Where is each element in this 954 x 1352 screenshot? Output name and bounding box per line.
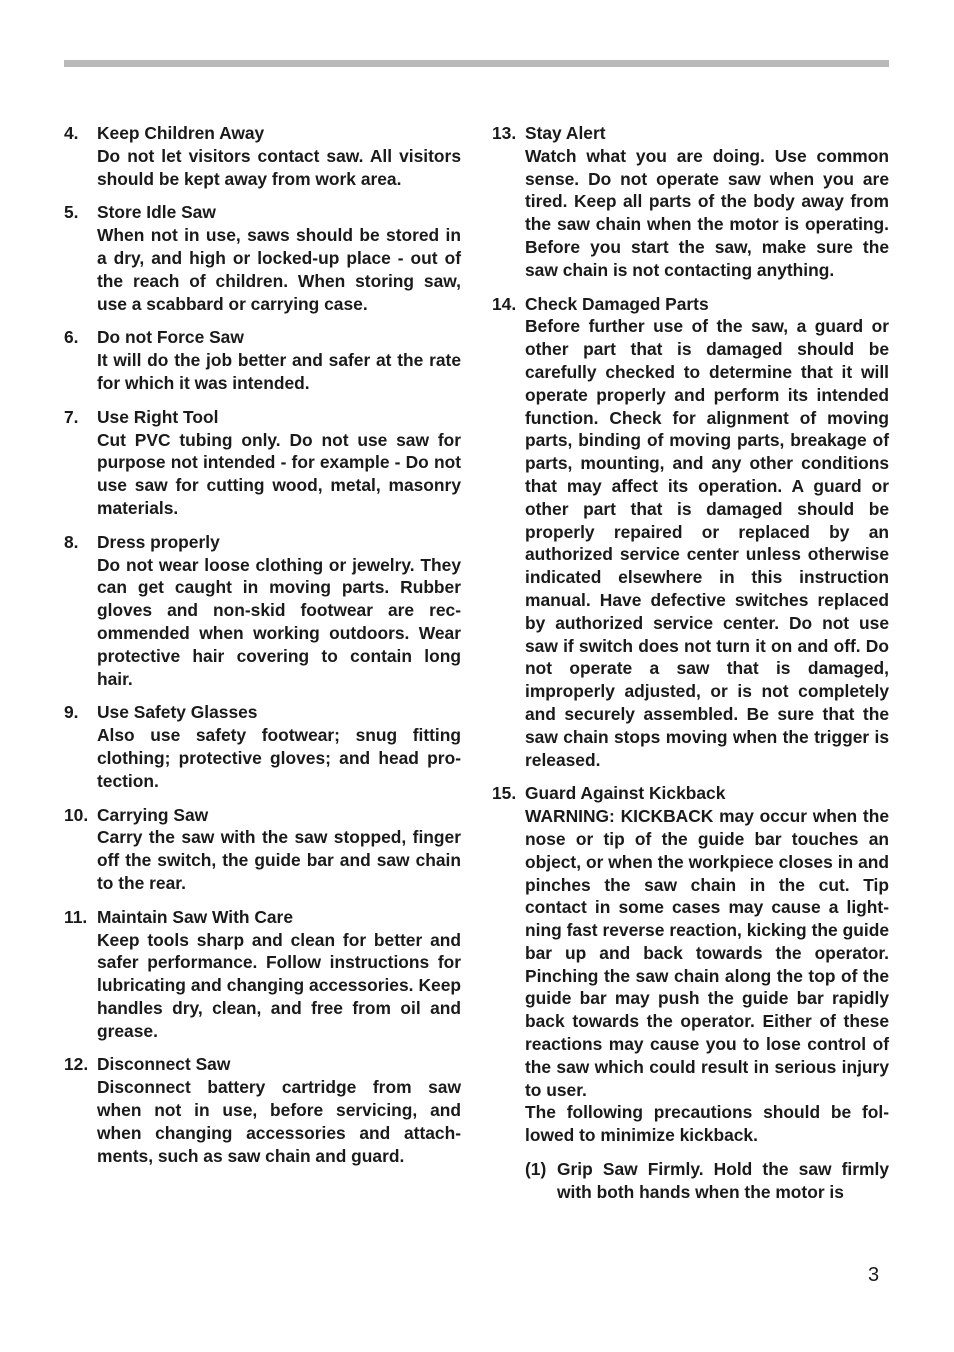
item-title: Check Damaged Parts xyxy=(525,293,709,314)
item-title: Use Safety Glasses xyxy=(97,702,258,723)
sub-item-number: (1) xyxy=(525,1159,547,1180)
precaution-item-1 xyxy=(525,1158,889,1204)
rule-item-12 xyxy=(64,1053,461,1167)
rule-item-5 xyxy=(64,201,461,315)
item-number: 13. xyxy=(492,123,517,143)
item-title: Carrying Saw xyxy=(97,804,209,825)
rule-item-4 xyxy=(64,122,461,190)
item-title: Maintain Saw With Care xyxy=(97,906,294,927)
rule-item-11 xyxy=(64,906,461,1043)
item-number: 10. xyxy=(64,804,89,825)
item-body: Cut PVC tubing only. Do not use saw for purpose not intended - for example - Do not use saw for cutting wood, metal, masonry materials. xyxy=(97,429,461,518)
item-body: Disconnect battery cartridge from saw when not in use, before servicing, and when changing accessories and attachments, such as saw chain and guard. xyxy=(97,1077,461,1166)
item-number: 4. xyxy=(64,123,79,143)
kickback-precautions-intro: The following precautions should be followed to minimize kickback. xyxy=(525,1102,889,1146)
rule-item-10 xyxy=(64,804,461,895)
item-body: It will do the job better and safer at the rate for which it was intended. xyxy=(97,350,461,393)
top-rule xyxy=(64,60,889,67)
item-body: Do not let visitors contact saw. All visitors should be kept away from work area. xyxy=(97,145,461,189)
item-title: Guard Against Kickback xyxy=(525,783,726,804)
rule-item-7 xyxy=(64,406,461,520)
item-number: 15. xyxy=(492,783,517,804)
item-body: Do not wear loose clothing or jewelry. They can get caught in moving parts. Rubber gloves and non-skid footwear are recommended when working outdoors. Wear protective hair covering to contain long hair. xyxy=(97,554,461,689)
item-title: Stay Alert xyxy=(525,123,606,143)
item-number: 12. xyxy=(64,1054,89,1075)
item-body: Before further use of the saw, a guard or other part that is damaged should be carefully checked to determine that it will operate properly and perform its intended function. Check for alignment of moving parts, binding of moving parts, breakage of parts, mounting, and any other conditions that may affect its operation. A guard or other part that is damaged should be properly repaired or replaced by an authorized service center unless otherwise indicated elsewhere in this instruction manual. Have defective switches replaced by authorized service center. Do not use saw if switch does not turn it on and off. Do not operate a saw that is damaged, improperly adjusted, or is not completely and securely assembled. Be sure that the saw chain stops moving when the trigger is released. xyxy=(525,316,889,770)
kickback-warning: WARNING: KICKBACK may occur when the nose or tip of the guide bar touches an object, or when the workpiece closes in and pinches the saw chain in the cut. Tip contact in some cases may cause a lightning fast reverse reaction, kicking the guide bar up and back towards the operator. Pinching the saw chain along the top of the guide bar may push the guide bar rapidly back towards the operator. Either of these reactions may cause you to lose control of the saw which could result in serious injury to user. xyxy=(525,806,889,1100)
item-number: 9. xyxy=(64,702,79,723)
item-title: Disconnect Saw xyxy=(97,1054,231,1075)
item-body: Carry the saw with the saw stopped, finger off the switch, the guide bar and saw chain to the rear. xyxy=(97,827,461,893)
item-title: Keep Children Away xyxy=(97,123,265,143)
item-title: Use Right Tool xyxy=(97,406,219,427)
rule-item-8 xyxy=(64,531,461,691)
item-title: Store Idle Saw xyxy=(97,202,216,223)
item-body: When not in use, saws should be stored in a dry, and high or locked-up place - out of the reach of children. When storing saw, use a scabbard or carrying case. xyxy=(97,225,461,314)
page-number: 3 xyxy=(868,1264,880,1286)
item-body: Watch what you are doing. Use common sense. Do not operate saw when you are tired. Keep all parts of the body away from the saw chain when the motor is operating. Before you start the saw, make sure the saw chain is not contacting anything. xyxy=(525,145,889,280)
item-number: 6. xyxy=(64,327,79,348)
item-body: Keep tools sharp and clean for better and safer performance. Follow instructions for lubricating and changing accessories. Keep handles dry, clean, and free from oil and grease. xyxy=(97,929,461,1041)
right-column xyxy=(492,122,889,1215)
left-column xyxy=(64,122,461,1178)
rule-item-15 xyxy=(492,782,889,1203)
item-title: Dress properly xyxy=(97,531,220,552)
rule-item-9 xyxy=(64,701,461,792)
item-number: 14. xyxy=(492,293,517,314)
item-number: 5. xyxy=(64,202,79,223)
rule-item-6 xyxy=(64,326,461,394)
item-title: Do not Force Saw xyxy=(97,327,244,348)
rule-item-13 xyxy=(492,122,889,282)
item-number: 7. xyxy=(64,406,79,427)
item-body: Also use safety footwear; snug fitting clothing; protective gloves; and head protection. xyxy=(97,725,461,791)
item-number: 8. xyxy=(64,531,79,552)
sub-item-text: Grip Saw Firmly. Hold the saw firmly with both hands when the motor is xyxy=(557,1159,889,1202)
rule-item-14 xyxy=(492,293,889,772)
item-number: 11. xyxy=(64,906,88,927)
